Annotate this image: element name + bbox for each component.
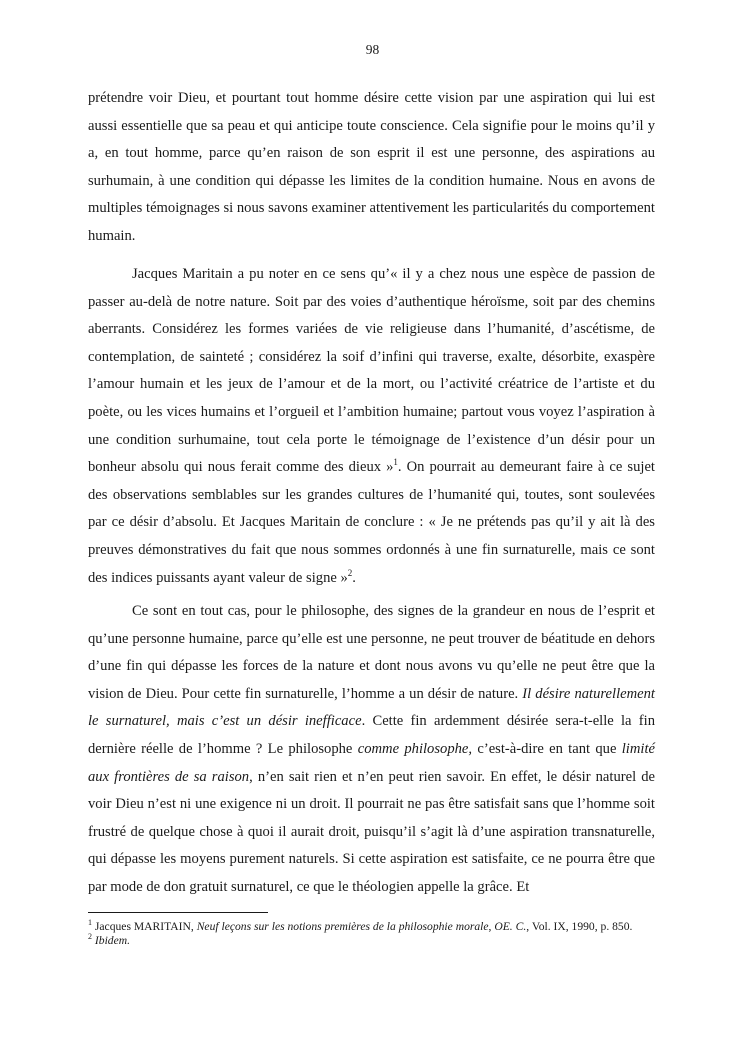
paragraph-1-text: prétendre voir Dieu, et pourtant tout homme désire cette vision par une aspiration qui lui est aussi essentielle que sa peau et qui anticipe toute conscience. Cela signifie pour le moins qu’il y a, en tout homme, parce qu’en raison de son esprit il est une personne, des aspirations au surhumain, à une condition qui dépasse les limites de la condition humaine. Nous en avons de multiples témoignages si nous savons examiner attentivement les particularités du comportement humain. (88, 90, 655, 244)
footnote-1-title: Neuf leçons sur les notions premières de la philosophie morale (196, 920, 489, 933)
paragraph-2-part-a: Jacques Maritain a pu noter en ce sens qu’« il y a chez nous une espèce de passion de passer au-delà de notre nature. Soit par des voies d’authentique héroïsme, soit par des chemins aberrants. Considérez les formes variées de vie religieuse dans l’humanité, d’ascétisme, de contemplation, de sainteté ; considérez la soif d’infini qui traverse, exalte, désorbite, exaspère l’amour humain et les jeux de l’amour et de la mort, ou l’activité créatrice de l’artiste et du poète, ou les vices humains et l’orgueil et l’ambition humaine; partout vous voyez l’aspiration à une condition surhumaine, tout cela porte le témoignage de l’existence d’un désir pour un bonheur absolu qui nous ferait comme des dieux » (88, 266, 655, 476)
paragraph-2-part-c: . (352, 569, 356, 586)
page-number: 98 (365, 42, 380, 57)
paragraph-3-text (88, 598, 655, 902)
footnote-1-mark: 1 (88, 918, 92, 928)
paragraph-1 (88, 85, 655, 251)
footnote-1-series: OE. C. (494, 920, 527, 933)
footnote-1-details: , Vol. IX, 1990, p. 850. (526, 920, 633, 933)
footnotes (88, 920, 655, 948)
paragraph-2 (88, 261, 655, 592)
footnote-2 (88, 934, 655, 948)
paragraph-3-part-a: Ce sont en tout cas, pour le philosophe, des signes de la grandeur en nous de l’esprit et qu’une personne humaine, parce qu’elle est une personne, ne peut trouver de béatitude en dehors d’une fin qui dépasse les forces de la nature et dont nous avons vu qu’elle ne peut être que la vision de Dieu. Pour cette fin surnaturelle, l’homme a un désir de nature. (88, 603, 655, 702)
footnote-1-author: Jacques MARITAIN, (92, 920, 197, 933)
paragraph-3-part-c: c’est-à-dire en tant que (472, 740, 622, 757)
paragraph-2-part-b: . On pourrait au demeurant faire à ce sujet des observations semblables sur les grandes cultures de l’humanité qui, toutes, sont soulevées par ce désir d’absolu. Et Jacques Maritain de conclure : « Je ne prétends pas qu’il y ait là des preuves démonstratives du fait que nous sommes ordonnés à une fin surnaturelle, mais ce sont des indices puissants ayant valeur de signe » (88, 459, 655, 586)
footnote-divider (88, 912, 268, 913)
footnote-2-text: Ibidem. (94, 934, 130, 947)
footnote-ref-2[interactable]: 2 (347, 567, 353, 578)
paragraph-3 (88, 598, 655, 902)
paragraph-2-text (88, 261, 655, 592)
footnote-1 (88, 920, 655, 934)
paragraph-3-italic-3: limité aux frontières de sa raison (88, 740, 655, 785)
footnote-1-sep: , (488, 920, 495, 933)
paragraph-3-part-b: . Cette fin ardemment désirée sera-t-elle la fin dernière réelle de l’homme ? Le philosophe (88, 713, 655, 757)
paragraph-3-italic-2: comme philosophe, (357, 740, 473, 757)
paragraph-3-part-d: , n’en sait rien et n’en peut rien savoir. En effet, le désir naturel de voir Dieu n’est ni une exigence ni un droit. Il pourrait ne pas être satisfait sans que l’homme soit frustré de quelque chose à quoi il aurait droit, puisqu’il s’agit là d’une aspiration transnaturelle, qui dépasse les moyens purement naturels. Si cette aspiration est satisfaite, ce ne pourra être que par mode de don gratuit surnaturel, ce que le théologien appelle la grâce. Et (88, 768, 656, 895)
footnote-ref-1[interactable]: 1 (393, 457, 398, 468)
paragraph-3-italic-1: Il désire naturellement le surnaturel, mais c’est un désir inefficace (88, 685, 655, 730)
footnote-2-mark: 2 (88, 932, 92, 942)
